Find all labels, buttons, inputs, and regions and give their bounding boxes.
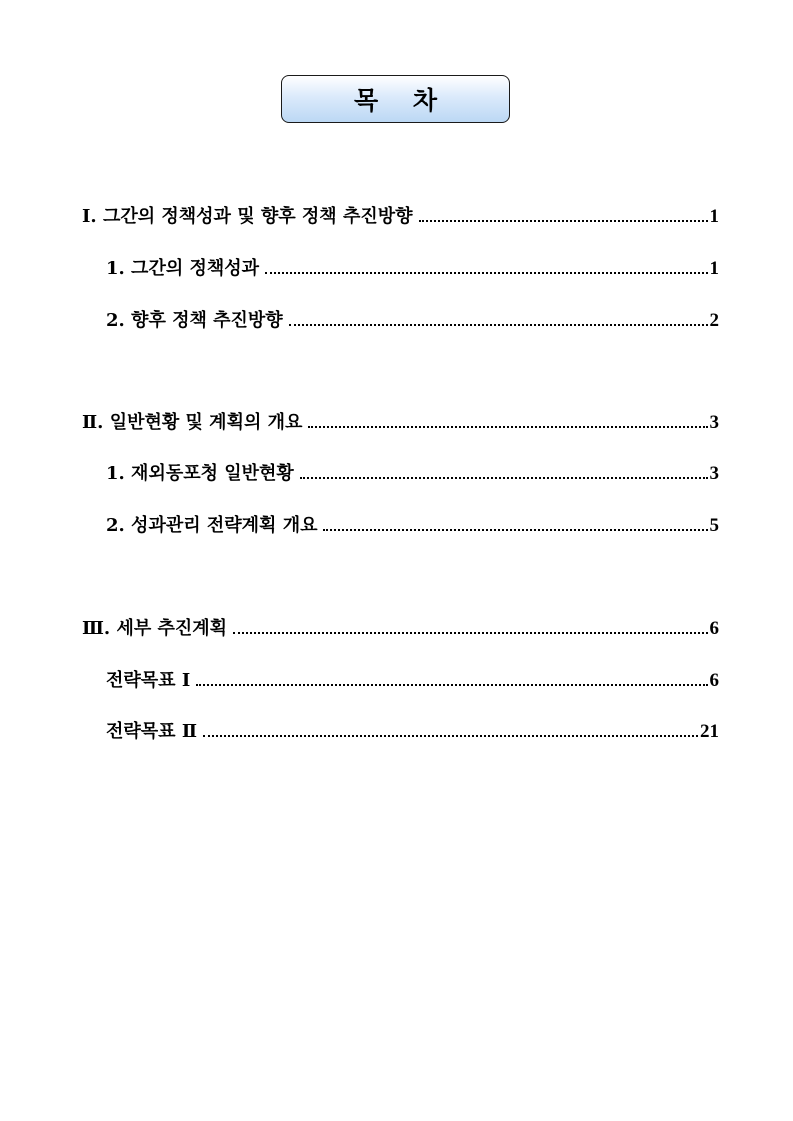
toc-dot-leader [233,632,707,634]
toc-item-label: 2. 향후 정책 추진방향 [106,310,283,331]
toc-dot-leader [419,220,708,222]
toc-item-2-1[interactable] [106,462,719,486]
toc-page-number: 2 [709,310,719,331]
toc-dot-leader [300,477,708,479]
toc-page-number: 5 [709,515,719,536]
toc-page-number: 6 [709,670,719,691]
toc-section-label: Ⅰ. 그간의 정책성과 및 향후 정책 추진방향 [82,206,413,227]
toc-item-label: 전략목표 Ⅱ [106,721,197,742]
toc-page-number: 3 [709,412,719,433]
toc-dot-leader [196,684,707,686]
toc-item-label: 1. 재외동포청 일반현황 [106,463,294,484]
toc-section-label: Ⅱ. 일반현황 및 계획의 개요 [82,412,303,433]
toc-page-number: 6 [709,618,719,639]
toc-dot-leader [323,529,707,531]
toc-page-number: 1 [709,206,719,227]
toc-dot-leader [308,426,707,428]
toc-dot-leader [203,735,698,737]
toc-page-number: 1 [709,258,719,279]
toc-title: 목 차 [353,86,438,115]
toc-item-label: 1. 그간의 정책성과 [106,258,260,279]
toc-item-label: 전략목표 Ⅰ [106,670,191,691]
toc-dot-leader [289,324,708,326]
toc-item-label: 2. 성과관리 전략계획 개요 [106,515,318,536]
toc-page-number: 21 [700,721,719,742]
toc-item-3-2[interactable] [106,720,719,744]
toc-item-3-1[interactable] [106,669,719,693]
toc-dot-leader [265,272,707,274]
toc-section-2[interactable] [82,411,719,435]
toc-page-number: 3 [709,463,719,484]
toc-item-1-2[interactable] [106,309,719,333]
toc-title-box [281,75,510,123]
toc-section-1[interactable] [82,205,719,229]
toc-section-3[interactable] [82,617,719,641]
toc-section-label: Ⅲ. 세부 추진계획 [82,618,228,639]
toc-item-2-2[interactable] [106,514,719,538]
toc-item-1-1[interactable] [106,257,719,281]
